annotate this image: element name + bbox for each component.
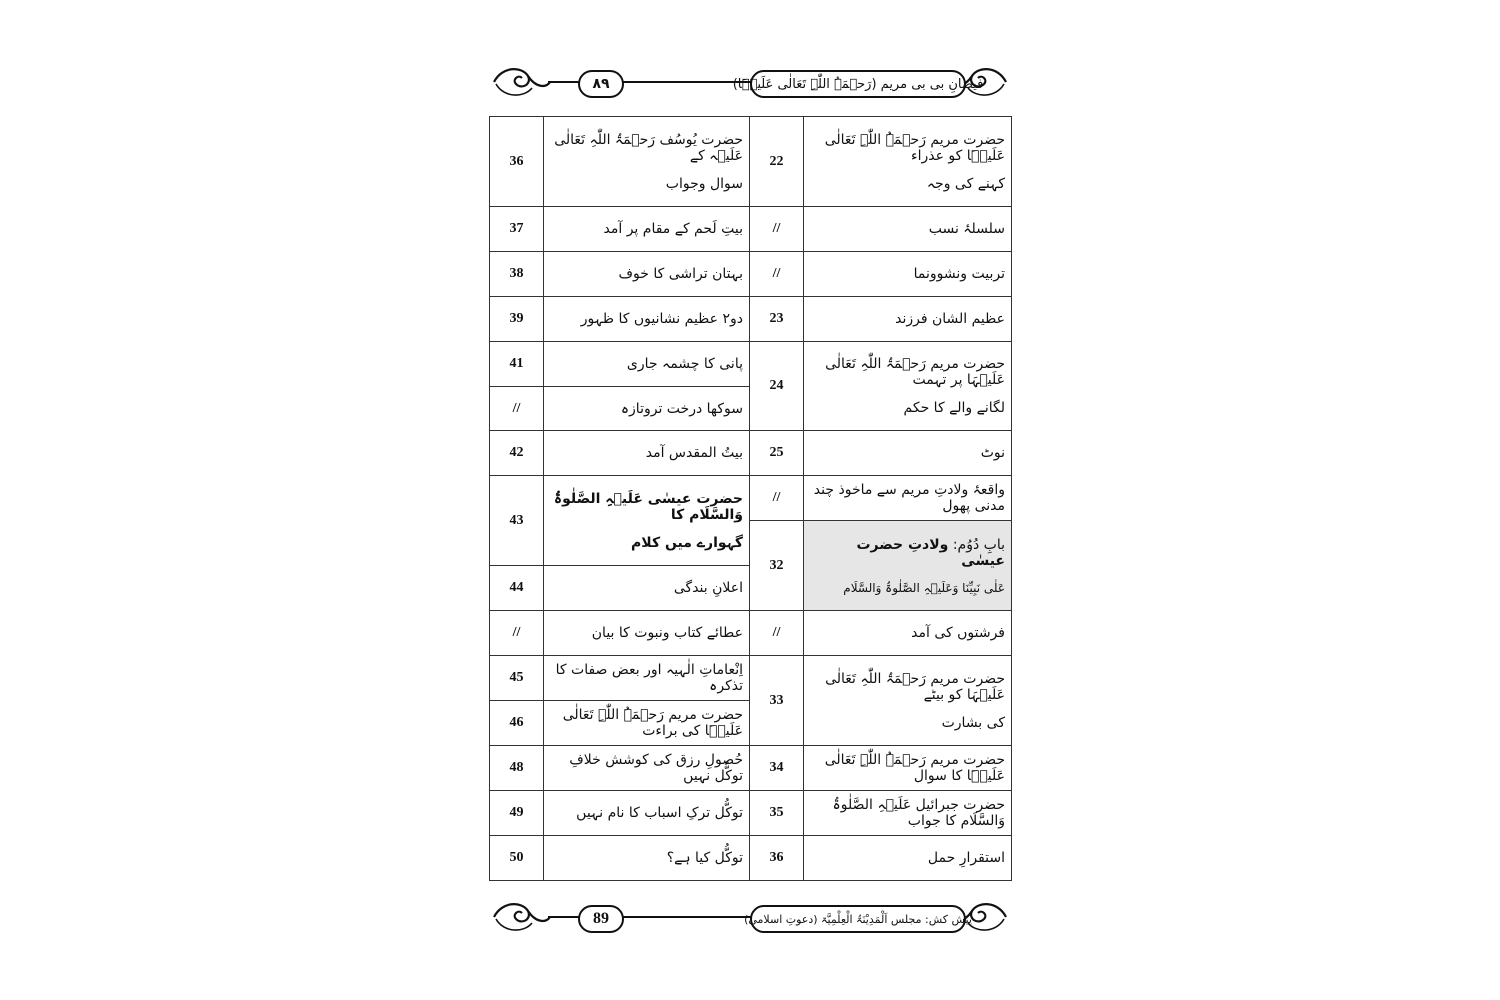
page-number-cell: // [750, 476, 804, 521]
topic-cell: حُصولِ رزق کی کوشش خلافِ توکُّل نہیں [544, 746, 750, 791]
page-number-cell: // [490, 611, 544, 656]
page-number-cell: 39 [490, 297, 544, 342]
page-number-cell: 37 [490, 207, 544, 252]
page-number-cell: 46 [490, 701, 544, 746]
page-number-cell: 44 [490, 566, 544, 611]
table-row [490, 431, 1012, 476]
page-number-cell: 23 [750, 297, 804, 342]
topic-cell [804, 656, 1012, 746]
topic-cell [544, 476, 750, 566]
page-number-cell: // [750, 252, 804, 297]
page-number-cell: // [750, 611, 804, 656]
table-row [490, 342, 1012, 387]
page-number-cell: 36 [490, 117, 544, 207]
page-number-cell: // [490, 387, 544, 431]
topic-cell: توکُّل کیا ہے؟ [544, 836, 750, 881]
chapter-subtitle: عَلٰی نَبِیِّنَا وَعَلَیۡہِ الصَّلٰوۃُ وَالسَّلَام [843, 580, 1005, 595]
table-row [490, 746, 1012, 791]
topic-cell: عطائے کتاب ونبوت کا بیان [544, 611, 750, 656]
topic-line: حضرت عیسٰی عَلَیۡہِ الصَّلٰوۃُ وَالسَّلَام کا [553, 490, 743, 523]
page-number-cell: 45 [490, 656, 544, 701]
topic-line: حضرت یُوسُف رَحۡمَۃُ اللّٰہِ تَعَالٰی عَلَیۡہ کے [554, 131, 743, 164]
footer-band [488, 897, 1012, 937]
topic-cell: اعلانِ بندگی [544, 566, 750, 611]
header-band [488, 62, 1012, 102]
topic-line: حضرت مریم رَحۡمَۃُ اللّٰہِ تَعَالٰی عَلَیۡہَا پر تہمت [825, 356, 1005, 388]
table-row [490, 836, 1012, 881]
page-number-cell: 48 [490, 746, 544, 791]
table-row [490, 117, 1012, 207]
contents-table [489, 116, 1012, 881]
topic-cell: استقرارِ حمل [804, 836, 1012, 881]
table-row [490, 476, 1012, 521]
topic-line: سوال وجواب [665, 175, 743, 192]
table-row [490, 297, 1012, 342]
table-row [490, 252, 1012, 297]
topic-cell: حضرت جبرائیل عَلَیۡہِ الصَّلٰوۃُ وَالسَّلَام کا جواب [804, 791, 1012, 836]
header-book-title: فیضانِ بی بی مریم (رَحۡمَۃُ اللّٰہِ تَعَالٰی عَلَیۡہَا) [750, 70, 966, 98]
topic-cell [804, 117, 1012, 207]
topic-cell: نوٹ [804, 431, 1012, 476]
topic-cell: توکُّل ترکِ اسباب کا نام نہیں [544, 791, 750, 836]
chapter-number: بابِ دُوُم: [952, 536, 1005, 553]
topic-cell: دو۲ عظیم نشانیوں کا ظہور [544, 297, 750, 342]
topic-cell: تربیت ونشوونما [804, 252, 1012, 297]
topic-cell: حضرت مریم رَحۡمَۃُ اللّٰہِ تَعَالٰی عَلَیۡہَا کی براءت [544, 701, 750, 746]
page-number-cell: 41 [490, 342, 544, 387]
topic-cell [544, 117, 750, 207]
page-number-cell: 42 [490, 431, 544, 476]
chapter-heading-cell [804, 521, 1012, 611]
table-row [490, 207, 1012, 252]
page-number-cell: 22 [750, 117, 804, 207]
topic-cell: بیتِ لَحم کے مقام پر آمد [544, 207, 750, 252]
page-number-cell: 50 [490, 836, 544, 881]
topic-cell: واقعۂ ولادتِ مریم سے ماخوذ چند مدنی پھول [804, 476, 1012, 521]
topic-line: کہنے کی وجہ [926, 175, 1005, 192]
topic-line: کی بشارت [941, 714, 1005, 731]
footer-page-number: 89 [578, 905, 624, 933]
header-page-number: ۸۹ [578, 70, 624, 98]
table-row [490, 791, 1012, 836]
page-number-cell: 43 [490, 476, 544, 566]
footer-publisher: پیش کش: مجلس اَلْمَدِیْنَۃُ الْعِلْمِیَّۃ (دعوتِ اسلامی) [750, 905, 966, 933]
topic-cell: حضرت مریم رَحۡمَۃُ اللّٰہِ تَعَالٰی عَلَیۡہَا کا سوال [804, 746, 1012, 791]
topic-line: حضرت مریم رَحۡمَۃُ اللّٰہِ تَعَالٰی عَلَیۡہَا کو بیٹے [825, 670, 1005, 703]
topic-cell: پانی کا چشمہ جاری [544, 342, 750, 387]
page-number-cell: 34 [750, 746, 804, 791]
page-number-cell: // [750, 207, 804, 252]
page-number-cell: 32 [750, 521, 804, 611]
topic-cell: بیتُ المقدس آمد [544, 431, 750, 476]
topic-line: گہوارے میں کلام [631, 534, 743, 551]
topic-cell: سلسلۂ نسب [804, 207, 1012, 252]
topic-line: لگانے والے کا حکم [903, 400, 1005, 416]
table-row [490, 656, 1012, 701]
page-number-cell: 24 [750, 342, 804, 431]
chapter-title: ولادتِ حضرت عیسٰی [856, 536, 1005, 569]
chapter-heading-line [810, 537, 1005, 569]
page-number-cell: 33 [750, 656, 804, 746]
topic-cell: فرشتوں کی آمد [804, 611, 1012, 656]
topic-cell: سوکھا درخت تروتازہ [544, 387, 750, 431]
page-number-cell: 36 [750, 836, 804, 881]
topic-cell: بہتان تراشی کا خوف [544, 252, 750, 297]
page-number-cell: 25 [750, 431, 804, 476]
topic-cell: عظیم الشان فرزند [804, 297, 1012, 342]
topic-line: حضرت مریم رَحۡمَۃُ اللّٰہِ تَعَالٰی عَلَیۡہَا کو عذراء [824, 131, 1005, 164]
page-number-cell: 49 [490, 791, 544, 836]
topic-cell: اِنْعاماتِ الٰہیہ اور بعض صفات کا تذکرہ [544, 656, 750, 701]
page-number-cell: 38 [490, 252, 544, 297]
table-row [490, 611, 1012, 656]
page-number-cell: 35 [750, 791, 804, 836]
topic-cell [804, 342, 1012, 431]
